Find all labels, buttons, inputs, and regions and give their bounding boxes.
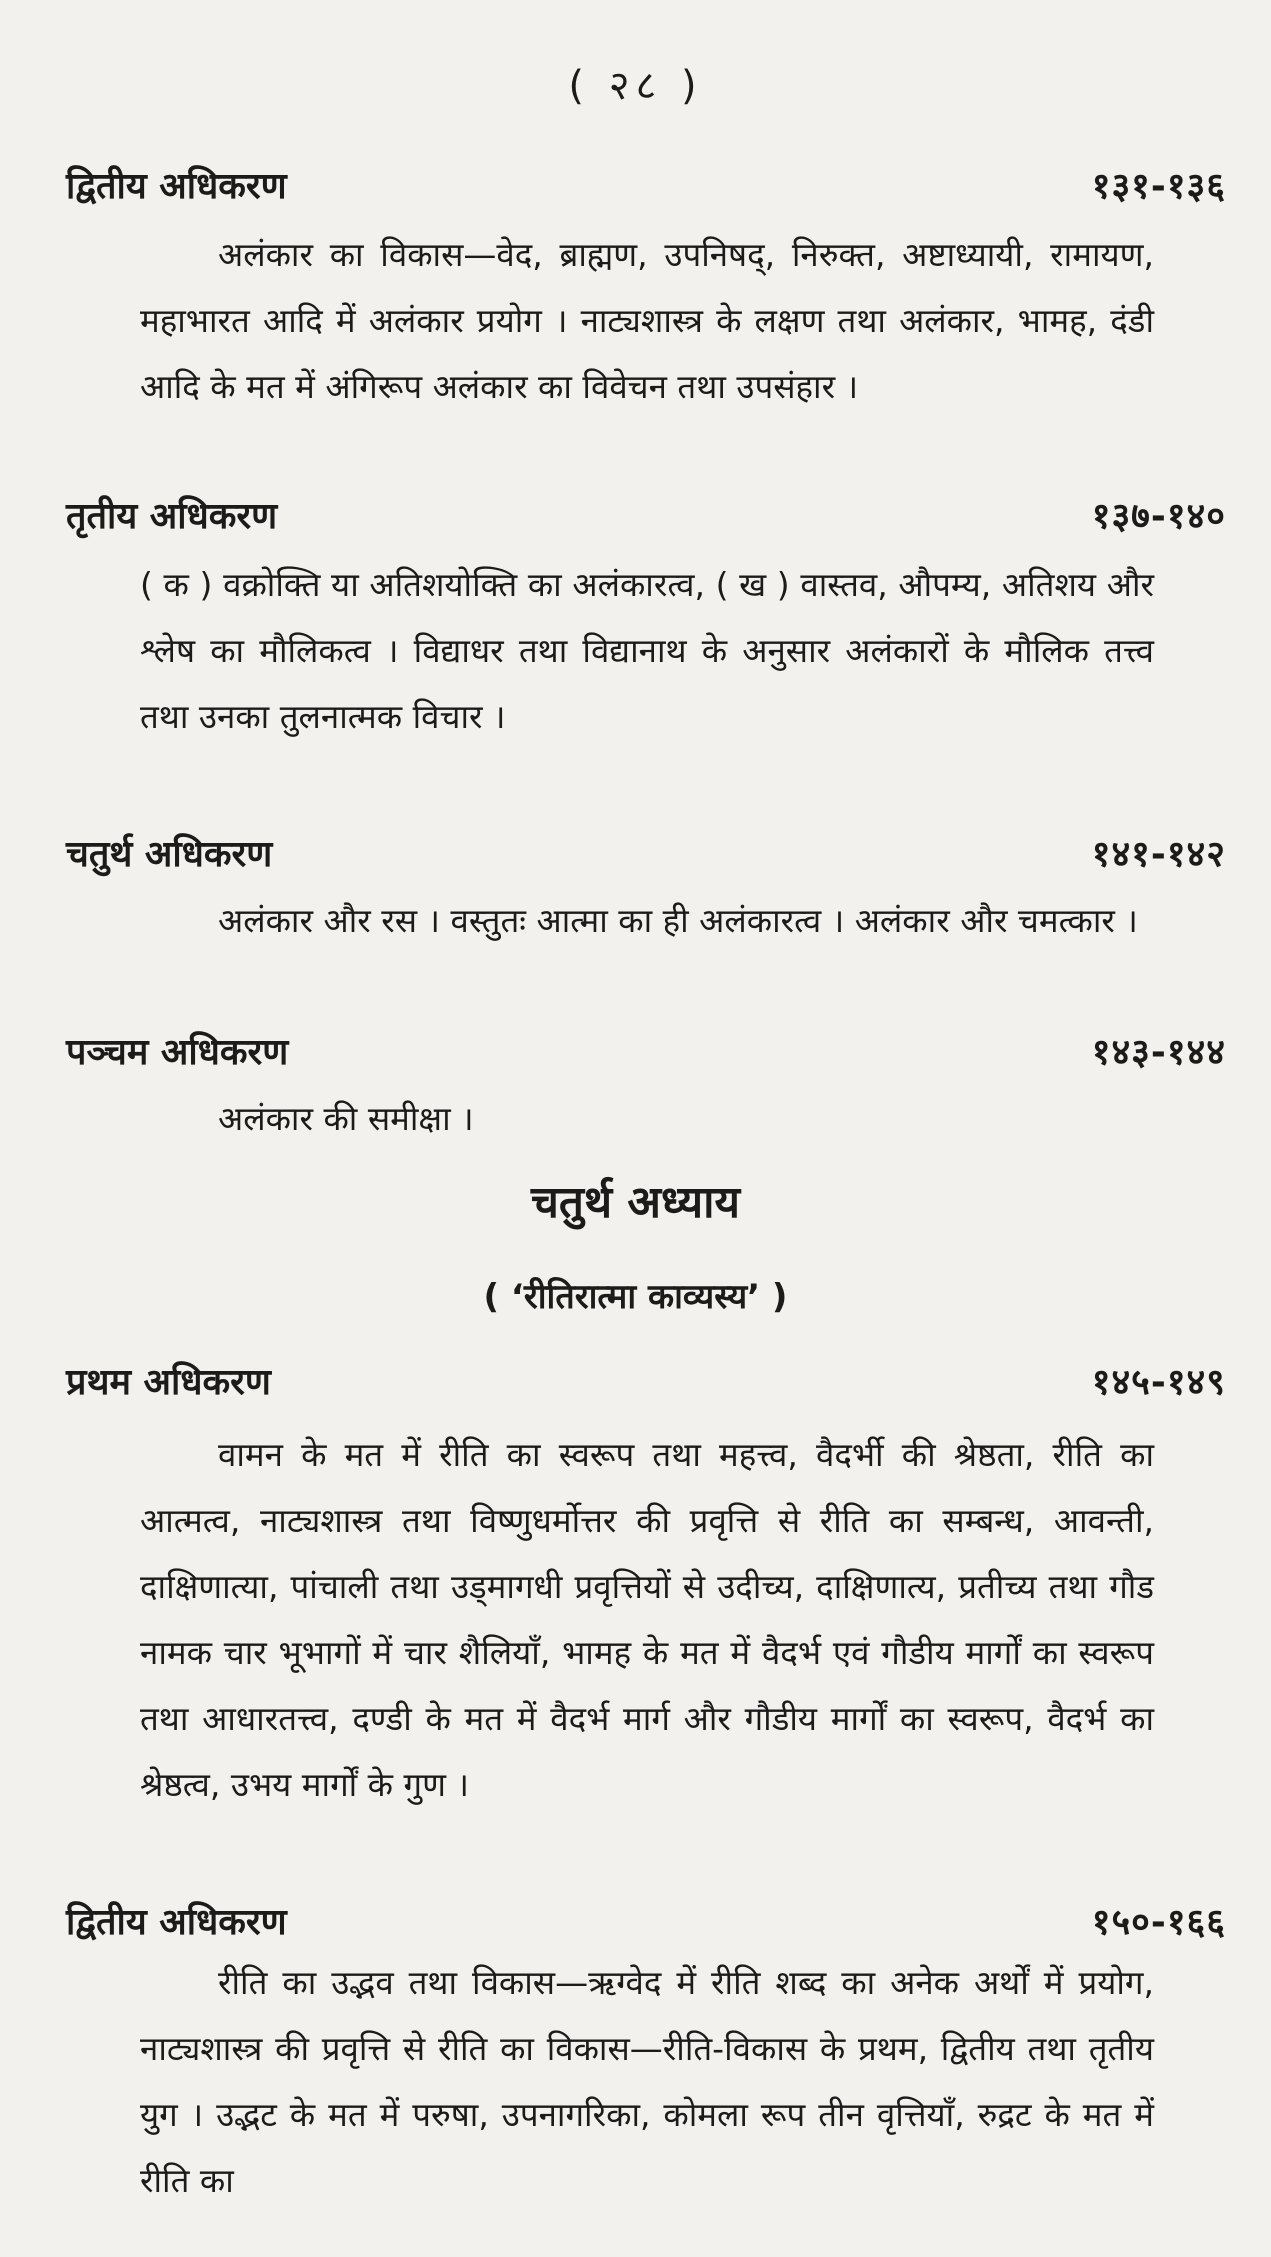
section-text: अलंकार की समीक्षा ।	[218, 1099, 474, 1138]
section-title: पञ्चम अधिकरण	[66, 1032, 289, 1073]
chapter-subtitle: ( ‘रीतिरात्मा काव्यस्य’ )	[483, 1277, 788, 1317]
page-range: १३७-१४०	[1091, 496, 1226, 537]
section-description	[140, 1422, 1154, 1818]
section-title: द्वितीय अधिकरण	[66, 166, 287, 207]
section-title: चतुर्थ अधिकरण	[66, 834, 273, 875]
section-text: ( क ) वक्रोक्ति या अतिशयोक्ति का अलंकारत्व, ( ख ) वास्तव, औपम्य, अतिशय और श्लेष का मौलिकत्व । विद्याधर तथा विद्यानाथ के अनुसार अलंकारों के मौलिक तत्त्व तथा उनका तुलनात्मक विचार ।	[140, 565, 1154, 736]
page-number: ( २८ )	[568, 63, 703, 109]
section-title: द्वितीय अधिकरण	[66, 1902, 287, 1943]
section-description	[140, 222, 1154, 420]
section-heading-dvitiya-1	[66, 160, 1226, 209]
section-text: अलंकार और रस । वस्तुतः आत्मा का ही अलंकारत्व । अलंकार और चमत्कार ।	[218, 901, 1138, 940]
section-title: प्रथम अधिकरण	[66, 1362, 271, 1403]
section-heading-chaturtha	[66, 828, 1226, 877]
page-range: १४१-१४२	[1091, 834, 1226, 875]
page-range: १४५-१४९	[1091, 1362, 1226, 1403]
section-text: रीति का उद्भव तथा विकास—ऋग्वेद में रीति शब्द का अनेक अर्थों में प्रयोग, नाट्यशास्त्र की प्रवृत्ति से रीति का विकास—रीति-विकास के प्रथम, द्वितीय तथा तृतीय युग । उद्भट के मत में परुषा, उपनागरिका, कोमला रूप तीन वृत्तियाँ, रुद्रट के मत में रीति का	[140, 1963, 1154, 2200]
section-description	[140, 1950, 1154, 2214]
section-description	[140, 888, 1154, 954]
page-range: १४३-१४४	[1091, 1032, 1226, 1073]
section-heading-tritiya	[66, 490, 1226, 539]
page-range: १५०-१६६	[1091, 1902, 1226, 1943]
section-heading-panchama	[66, 1026, 1226, 1075]
section-heading-dvitiya-2	[66, 1896, 1226, 1945]
section-description	[140, 552, 1154, 750]
section-description	[140, 1086, 1154, 1152]
section-title: तृतीय अधिकरण	[66, 496, 278, 537]
chapter-title: चतुर्थ अध्याय	[530, 1177, 741, 1228]
section-text: वामन के मत में रीति का स्वरूप तथा महत्त्व, वैदर्भी की श्रेष्ठता, रीति का आत्मत्व, नाट्यशास्त्र तथा विष्णुधर्मोत्तर की प्रवृत्ति से रीति का सम्बन्ध, आवन्ती, दाक्षिणात्या, पांचाली तथा उड्मागधी प्रवृत्तियों से उदीच्य, दाक्षिणात्य, प्रतीच्य तथा गौड नामक चार भूभागों में चार शैलियाँ, भामह के मत में वैदर्भ एवं गौडीय मार्गों का स्वरूप तथा आधारतत्त्व, दण्डी के मत में वैदर्भ मार्ग और गौडीय मार्गों का स्वरूप, वैदर्भ का श्रेष्ठत्व, उभय मार्गों के गुण ।	[140, 1435, 1154, 1804]
section-heading-prathama	[66, 1356, 1226, 1405]
section-text: अलंकार का विकास—वेद, ब्राह्मण, उपनिषद्, निरुक्त, अष्टाध्यायी, रामायण, महाभारत आदि में अलंकार प्रयोग । नाट्यशास्त्र के लक्षण तथा अलंकार, भामह, दंडी आदि के मत में अंगिरूप अलंकार का विवेचन तथा उपसंहार ।	[140, 235, 1154, 406]
page-range: १३१-१३६	[1091, 166, 1226, 207]
